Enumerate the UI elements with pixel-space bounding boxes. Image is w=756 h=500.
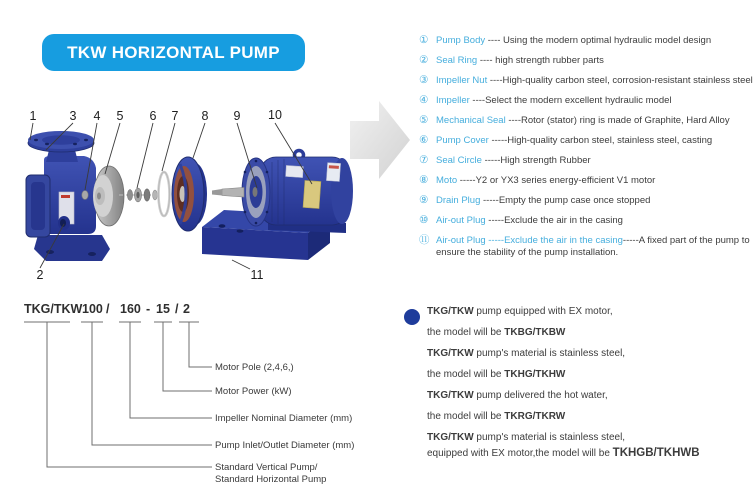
callout-8: 8 [201,109,209,123]
note-line-7: TKG/TKW pump's material is stainless steel, [427,432,626,443]
motor-nameplate [286,165,304,177]
seal-circle-oring [159,172,170,216]
impeller [93,166,124,226]
note-line-5: TKG/TKW pump delivered the hot water, [427,390,608,401]
note-line-2: the model will be TKBG/TKBW [427,327,566,338]
page-title: TKW HORIZONTAL PUMP [67,42,280,62]
callout-5: 5 [116,109,124,123]
callout-10: 10 [268,108,282,122]
part-list-item-1 [419,35,753,47]
pump-cover [172,157,207,231]
callout-9: 9 [233,109,241,123]
motor-warning-label [303,180,321,208]
part-description: ---- high strength rubber parts [477,55,604,66]
model-code [24,302,190,316]
callout-3: 3 [69,109,77,123]
model-segment-pole: 2 [183,302,190,316]
mechanical-seal-parts [119,188,158,202]
page-title-banner [42,34,305,71]
impeller-nut [82,191,88,200]
part-number-badge: ⑥ [419,134,429,146]
bullet-circle-icon [404,309,420,325]
note-line-1: TKG/TKW pump equipped with EX motor, [427,306,613,317]
part-number-badge: ⑦ [419,154,429,166]
note-line-3: TKG/TKW pump's material is stainless steel, [427,348,626,359]
label-motor-power: Motor Power (kW) [215,386,292,397]
part-name: Seal Ring [436,55,478,66]
part-name: Pump Body [436,35,486,46]
callout-11: 11 [250,268,264,282]
part-description: ----Select the modern excellent hydraulic model [469,95,672,106]
part-list-item-7 [419,155,753,167]
part-description: -----High strength Rubber [481,155,591,166]
part-list-item-2 [419,55,753,67]
callout-6: 6 [149,109,157,123]
part-list-item-8 [419,175,753,187]
part-description: -----High-quality carbon steel, stainless steel, casting [488,135,713,146]
note-line-6: the model will be TKRG/TKRW [427,411,566,422]
motor-sticker [326,163,340,182]
part-description: -----A fixed part of the pump to ensure the stability of the pump installation. [436,235,750,258]
part-list-item-6 [419,135,753,147]
part-description: ----Rotor (stator) ring is made of Graphite, Hard Alloy [505,115,730,126]
part-list-item-11 [419,235,753,258]
part-number-badge: ⑤ [419,114,429,126]
model-code-breakdown [22,296,372,496]
callout-7: 7 [171,109,179,123]
model-separator: - [146,302,151,316]
part-number-badge: ⑧ [419,174,429,186]
part-description: -----Y2 or YX3 series energy-efficient V1 motor [457,175,656,186]
part-description: -----Exclude the air in the casing [485,215,623,226]
model-segment-impeller: 160 [120,302,141,316]
label-motor-pole: Motor Pole (2,4,6,) [215,362,294,373]
model-segment-inlet: 100 [82,302,103,316]
part-name: Drain Plug [436,195,481,206]
part-list-item-9 [419,195,753,207]
callout-1: 1 [29,109,37,123]
model-segment-series: TKG/TKW [24,302,83,316]
part-name: Impeller [436,95,470,106]
part-list-item-3 [419,75,753,87]
exploded-pump-diagram [12,102,357,294]
model-labels [215,362,354,485]
part-name: Air-out Plug [436,215,486,226]
right-arrow-icon [350,96,412,184]
part-name: Air-out Plug -----Exclude the air in the casing [436,235,623,246]
callout-2: 2 [36,268,44,282]
part-number-badge: ② [419,54,429,66]
part-name: Mechanical Seal [436,115,506,126]
callout-4: 4 [93,109,101,123]
part-number-badge: ⑨ [419,194,429,206]
label-impeller-diameter: Impeller Nominal Diameter (mm) [215,413,353,424]
note-line-4: the model will be TKHG/TKHW [427,369,566,380]
note-line-8: equipped with EX motor,the model will be TKHGB/TKHWB [427,447,700,459]
parts-list [419,35,753,267]
model-separator: / [106,302,110,316]
model-segment-power: 15 [156,302,170,316]
model-variant-notes [400,306,752,469]
part-name: Seal Circle [436,155,482,166]
part-name: Impeller Nut [436,75,488,86]
part-list-item-10 [419,215,753,227]
label-inlet-outlet: Pump Inlet/Outlet Diameter (mm) [215,440,355,451]
model-separator: / [175,302,179,316]
model-connector-lines [24,322,212,467]
part-description: ----High-quality carbon steel, corrosion-resistant stainless steel [487,75,753,86]
part-number-badge: ⑪ [419,234,430,246]
part-list-item-5 [419,115,753,127]
part-description: -----Empty the pump case once stopped [480,195,651,206]
part-name: Moto [436,175,458,186]
part-number-badge: ⑩ [419,214,429,226]
part-number-badge: ④ [419,94,429,106]
label-standard-vertical: Standard Vertical Pump/ [215,462,318,473]
part-name: Pump Cover [436,135,489,146]
part-description: ---- Using the modern optimal hydraulic model design [485,35,712,46]
label-standard-horizontal: Standard Horizontal Pump [215,474,327,485]
part-number-badge: ③ [419,74,429,86]
motor-shaft [222,188,244,198]
part-number-badge: ① [419,34,429,46]
part-list-item-4 [419,95,753,107]
